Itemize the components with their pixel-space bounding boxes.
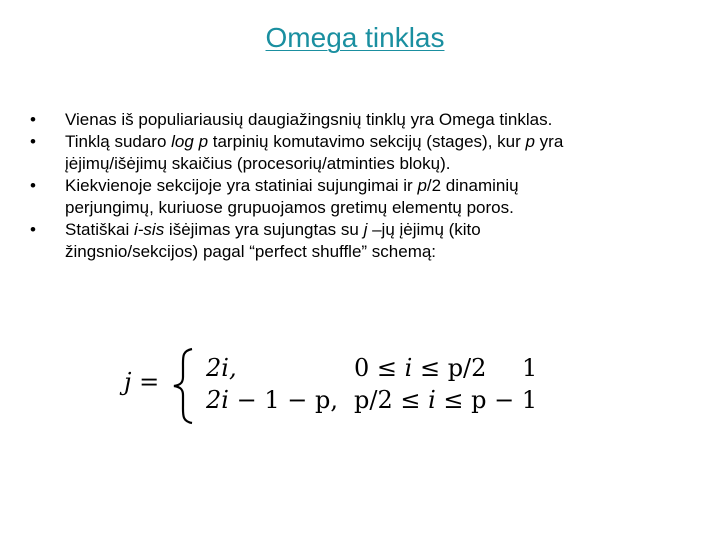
formula-row2-cond-right: ≤ p − 1 xyxy=(435,386,538,414)
formula-lhs: j = xyxy=(124,368,160,396)
formula-row1-expr xyxy=(206,354,237,382)
bullet-text: Tinklą sudaro xyxy=(65,132,172,151)
formula-row1-expr-text: 2i, xyxy=(206,354,237,382)
bullet-text: –jų įėjimų (kito žingsnio/sekcijos) pagal “perfect shuffle” schemą: xyxy=(65,220,481,261)
formula-row2-cond-var: i xyxy=(428,386,436,414)
bullet-item xyxy=(30,175,590,219)
bullet-list xyxy=(30,109,590,263)
formula-row2-expr xyxy=(206,386,338,414)
bullet-marker: • xyxy=(30,176,36,195)
formula xyxy=(122,347,562,427)
bullet-text: j xyxy=(363,220,368,239)
bullet-item xyxy=(30,131,590,175)
formula-row1-cond-var: i xyxy=(404,354,413,382)
bullet-text: tarpinių komutavimo sekcijų (stages), kur xyxy=(208,132,526,151)
formula-row1-cond-right: ≤ p/2 xyxy=(412,354,487,382)
formula-row1-cond xyxy=(354,354,486,382)
formula-row2-expr-var: 2i xyxy=(206,386,229,414)
bullet-text: i-sis xyxy=(133,220,165,239)
bullet-text: p xyxy=(417,176,427,195)
formula-row2-cond xyxy=(354,386,537,414)
slide-title: Omega tinklas xyxy=(265,22,445,53)
bullet-item xyxy=(30,109,590,131)
formula-row2-expr-rest: − 1 − p, xyxy=(228,386,338,414)
bullet-text: /2 dinaminių perjungimų, kuriuose grupuojamos gretimų elementų poros. xyxy=(65,176,519,217)
bullet-text: log p xyxy=(171,132,209,151)
bullet-text: p xyxy=(525,132,535,151)
bullet-text: Kiekvienoje sekcijoje yra statiniai sujungimai ir xyxy=(65,176,418,195)
bullet-marker: • xyxy=(30,132,36,151)
bullet-text: Vienas iš populiariausių daugiažingsnių tinklų yra Omega tinklas. xyxy=(65,110,553,129)
formula-row1-extra: 1 xyxy=(522,354,538,382)
formula-row2-cond-left: p/2 ≤ xyxy=(354,386,429,414)
bullet-marker: • xyxy=(30,110,36,129)
bullet-item xyxy=(30,219,590,263)
formula-row1-cond-left: 0 ≤ xyxy=(354,354,405,382)
bullet-text: yra įėjimų/išėjimų skaičius (procesorių/atminties blokų). xyxy=(65,132,564,173)
bullet-text: išėjimas yra sujungtas su xyxy=(164,220,364,239)
bullet-text: Statiškai xyxy=(65,220,134,239)
left-brace xyxy=(170,347,196,425)
bullet-marker: • xyxy=(30,220,36,239)
